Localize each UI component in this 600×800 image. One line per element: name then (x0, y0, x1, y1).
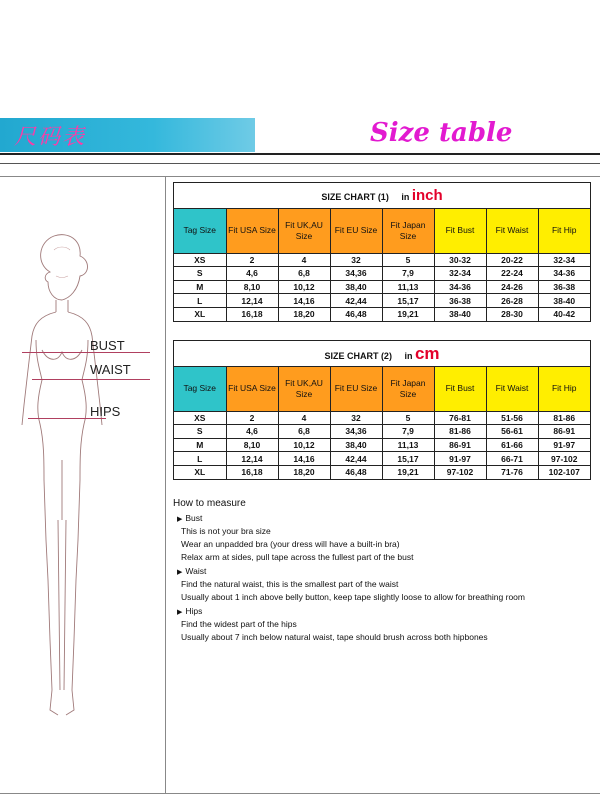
table-cell: 86-91 (538, 425, 590, 439)
table-cell: S (174, 267, 226, 281)
table-cell: 12,14 (226, 294, 278, 308)
table-cell: 81-86 (434, 425, 486, 439)
table-cell: 14,16 (278, 294, 330, 308)
col-usa-size: Fit USA Size (226, 209, 278, 253)
table-cell: 6,8 (278, 267, 330, 281)
chart-unit-prefix: in (401, 192, 410, 202)
chart-title (174, 183, 590, 209)
table-cell: 34,36 (330, 267, 382, 281)
chart-title-text: SIZE CHART (2) (324, 351, 392, 361)
col-tag-size: Tag Size (174, 209, 226, 253)
col-japan-size: Fit Japan Size (382, 209, 434, 253)
measure-item-line: Usually about 1 inch above belly button, keep tape slightly loose to allow for breathing room (181, 592, 525, 602)
table-cell: 46,48 (330, 307, 382, 321)
banner-divider-thin (0, 163, 600, 164)
table-row (174, 267, 590, 281)
banner-left-block (0, 118, 255, 152)
col-fit-hip: Fit Hip (538, 209, 590, 253)
table-cell: 24-26 (486, 280, 538, 294)
table-cell: M (174, 280, 226, 294)
table-cell: 22-24 (486, 267, 538, 281)
chart-unit: cm (414, 344, 440, 363)
table-cell: 11,13 (382, 438, 434, 452)
table-cell: 5 (382, 411, 434, 425)
table-cell: 32 (330, 411, 382, 425)
table-row (174, 425, 590, 439)
table-row (174, 280, 590, 294)
measure-item-title-text: Bust (185, 513, 203, 523)
table-cell: 16,18 (226, 465, 278, 479)
measure-item (173, 606, 598, 642)
table-cell: 86-91 (434, 438, 486, 452)
table-cell: 40-42 (538, 307, 590, 321)
table-cell: 81-86 (538, 411, 590, 425)
bust-label: BUST (90, 338, 125, 353)
col-japan-size: Fit Japan Size (382, 367, 434, 411)
table-row (174, 307, 590, 321)
chart-title (174, 341, 590, 367)
size-chart-cm (173, 340, 591, 480)
table-cell: 8,10 (226, 280, 278, 294)
table-cell: 34,36 (330, 425, 382, 439)
table-cell: 28-30 (486, 307, 538, 321)
table-cell: 19,21 (382, 465, 434, 479)
table-cell: XL (174, 465, 226, 479)
measure-item-title (173, 606, 598, 616)
table-cell: 6,8 (278, 425, 330, 439)
measure-item-line: Usually about 7 inch below natural waist, tape should brush across both hipbones (181, 632, 488, 642)
table-cell: 56-61 (486, 425, 538, 439)
col-eu-size: Fit EU Size (330, 367, 382, 411)
measure-item-line: Find the natural waist, this is the smallest part of the waist (181, 579, 399, 589)
table-cell: 2 (226, 253, 278, 267)
table-cell: 2 (226, 411, 278, 425)
table-cell: 16,18 (226, 307, 278, 321)
table-cell: 10,12 (278, 280, 330, 294)
page-title: Size table (370, 118, 513, 148)
banner (0, 118, 600, 166)
column-divider (165, 176, 166, 794)
table-cell: 36-38 (434, 294, 486, 308)
chart-unit: inch (411, 187, 443, 204)
table-cell: 38,40 (330, 438, 382, 452)
table-cell: 15,17 (382, 294, 434, 308)
table-cell: 20-22 (486, 253, 538, 267)
measure-item-title (173, 513, 598, 523)
table-cell: XS (174, 411, 226, 425)
table-cell: 14,16 (278, 452, 330, 466)
col-usa-size: Fit USA Size (226, 367, 278, 411)
table-row (174, 438, 590, 452)
table-row (174, 465, 590, 479)
table-header-row (174, 367, 590, 411)
table-cell: L (174, 294, 226, 308)
table-cell: XS (174, 253, 226, 267)
col-uk-au-size: Fit UK,AU Size (278, 367, 330, 411)
table-row (174, 253, 590, 267)
col-fit-bust: Fit Bust (434, 209, 486, 253)
triangle-bullet-icon: ▶ (177, 609, 183, 616)
bust-line (22, 352, 150, 353)
table-cell: 10,12 (278, 438, 330, 452)
measure-item-line: Relax arm at sides, pull tape across the fullest part of the bust (181, 552, 414, 562)
table-cell: 34-36 (434, 280, 486, 294)
size-table-inch (174, 209, 590, 321)
banner-divider (0, 153, 600, 155)
table-cell: 46,48 (330, 465, 382, 479)
table-cell: 32-34 (538, 253, 590, 267)
measure-item-line: Find the widest part of the hips (181, 619, 297, 629)
table-cell: 38-40 (434, 307, 486, 321)
measure-item (173, 513, 598, 562)
table-cell: 97-102 (434, 465, 486, 479)
how-to-heading: How to measure (173, 498, 246, 509)
triangle-bullet-icon: ▶ (177, 569, 183, 576)
size-chart-inch (173, 182, 591, 322)
table-cell: 4,6 (226, 267, 278, 281)
table-cell: 38-40 (538, 294, 590, 308)
table-cell: 8,10 (226, 438, 278, 452)
table-cell: 4,6 (226, 425, 278, 439)
col-fit-waist: Fit Waist (486, 209, 538, 253)
col-fit-bust: Fit Bust (434, 367, 486, 411)
table-cell: 5 (382, 253, 434, 267)
table-cell: 18,20 (278, 307, 330, 321)
table-cell: 91-97 (434, 452, 486, 466)
col-eu-size: Fit EU Size (330, 209, 382, 253)
table-row (174, 294, 590, 308)
table-cell: XL (174, 307, 226, 321)
table-cell: M (174, 438, 226, 452)
measure-item-title-text: Waist (185, 566, 207, 576)
table-cell: 71-76 (486, 465, 538, 479)
hips-label: HIPS (90, 404, 121, 419)
table-cell: 42,44 (330, 452, 382, 466)
table-cell: L (174, 452, 226, 466)
table-cell: 12,14 (226, 452, 278, 466)
table-cell: 76-81 (434, 411, 486, 425)
table-cell: 102-107 (538, 465, 590, 479)
table-cell: 51-56 (486, 411, 538, 425)
table-cell: 38,40 (330, 280, 382, 294)
waist-line (32, 379, 150, 380)
table-row (174, 411, 590, 425)
measure-item-line: This is not your bra size (181, 526, 271, 536)
table-cell: 26-28 (486, 294, 538, 308)
table-cell: 66-71 (486, 452, 538, 466)
table-cell: 34-36 (538, 267, 590, 281)
banner-left-text: 尺码表 (14, 125, 87, 150)
table-cell: 32 (330, 253, 382, 267)
col-tag-size: Tag Size (174, 367, 226, 411)
table-header-row (174, 209, 590, 253)
waist-label: WAIST (90, 362, 131, 377)
table-cell: 11,13 (382, 280, 434, 294)
col-fit-waist: Fit Waist (486, 367, 538, 411)
table-cell: 97-102 (538, 452, 590, 466)
size-table-cm (174, 367, 590, 479)
table-cell: 18,20 (278, 465, 330, 479)
table-row (174, 452, 590, 466)
table-cell: 32-34 (434, 267, 486, 281)
table-cell: 42,44 (330, 294, 382, 308)
table-cell: S (174, 425, 226, 439)
how-to-measure (173, 498, 598, 646)
measure-item-line: Wear an unpadded bra (your dress will have a built-in bra) (181, 539, 400, 549)
triangle-bullet-icon: ▶ (177, 516, 183, 523)
col-uk-au-size: Fit UK,AU Size (278, 209, 330, 253)
measure-item (173, 566, 598, 602)
chart-unit-prefix: in (404, 351, 413, 361)
col-fit-hip: Fit Hip (538, 367, 590, 411)
table-cell: 15,17 (382, 452, 434, 466)
measure-item-title (173, 566, 598, 576)
table-cell: 91-97 (538, 438, 590, 452)
chart-title-text: SIZE CHART (1) (321, 192, 389, 202)
table-cell: 4 (278, 411, 330, 425)
table-cell: 7,9 (382, 267, 434, 281)
table-cell: 4 (278, 253, 330, 267)
body-figure-icon (10, 220, 120, 770)
table-cell: 36-38 (538, 280, 590, 294)
table-cell: 19,21 (382, 307, 434, 321)
table-cell: 7,9 (382, 425, 434, 439)
table-cell: 61-66 (486, 438, 538, 452)
table-cell: 30-32 (434, 253, 486, 267)
measure-item-title-text: Hips (185, 606, 203, 616)
